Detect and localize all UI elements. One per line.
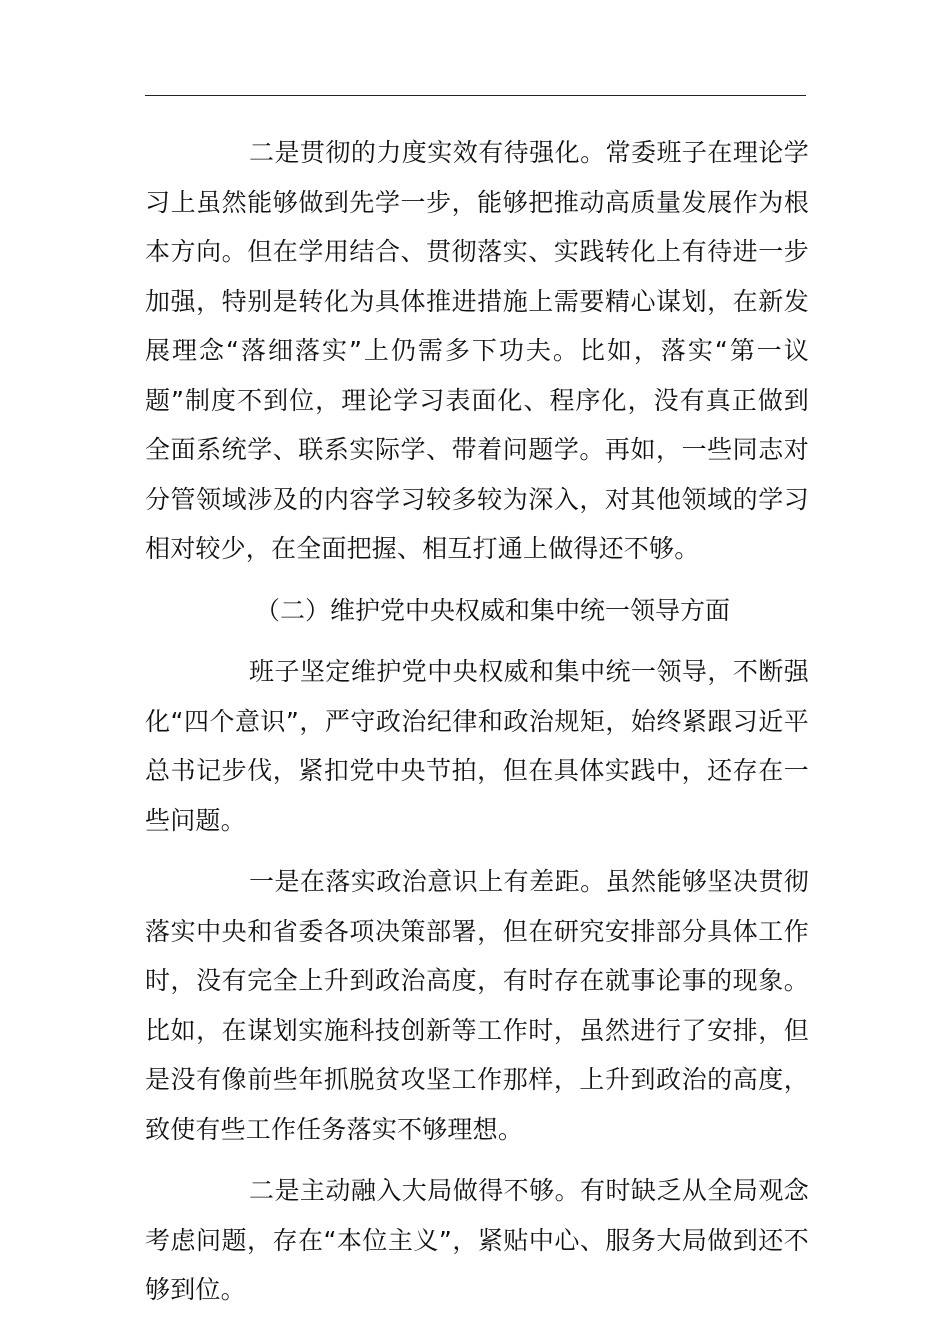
text-line: 班子坚定维护党中央权威和集中统一领导，不断强化 [145, 657, 809, 736]
paragraph-gap [145, 635, 809, 647]
text-line: 细落实”上仍需多下功夫。比如，落实“第一议题”制度不到位， [145, 336, 810, 415]
paragraph-gap [145, 574, 809, 586]
text-line: 一是在落实政治意识上有差距。虽然能够坚决贯彻落 [145, 867, 809, 946]
paragraph-implementation-effectiveness [145, 128, 809, 574]
text-line: 际学、带着问题学。再如，一些同志对分管领域涉及的内容学 [145, 435, 809, 514]
text-line: 习较多较为深入，对其他领域的学习相对较少，在全面把握、 [145, 484, 809, 563]
text-line: 二是主动融入大局做得不够。有时缺乏从全局观念考 [145, 1176, 809, 1255]
paragraph-gap [145, 1154, 809, 1166]
text-line: 虑问题，存在“本位主义”，紧贴中心、服务大局做到还不够到位。 [145, 1225, 809, 1304]
text-line: 相互打通上做得还不够。 [422, 534, 700, 563]
paragraph-political-awareness [145, 857, 809, 1154]
text-line: 上虽然能够做到先学一步，能够把推动高质量发展作为根本方 [145, 187, 809, 266]
text-line: “四个意识”，严守政治纪律和政治规矩，始终紧跟习近平总书记 [145, 706, 809, 785]
text-line: 向。但在学用结合、贯彻落实、实践转化上有待进一步加强， [145, 237, 809, 316]
text-line: 二是贯彻的力度实效有待强化。常委班子在理论学习 [145, 138, 809, 217]
text-line: 理论学习表面化、程序化，没有真正做到全面系统学、联系实 [145, 385, 809, 464]
text-line: 步伐，紧扣党中央节拍，但在具体实践中，还存在一些问题。 [145, 756, 809, 835]
text-line: 特别是转化为具体推进措施上需要精心谋划，在新发展理念“落 [145, 286, 809, 365]
header-rule [145, 95, 806, 96]
paragraph-central-authority [145, 647, 809, 845]
text-line: 在谋划实施科技创新等工作时，虽然进行了安排，但是没有像 [145, 1015, 809, 1094]
paragraph-gap [145, 845, 809, 857]
text-line: 前些年抓脱贫攻坚工作那样，上升到政治的高度，致使有些工 [145, 1065, 809, 1144]
section-heading: （二）维护党中央权威和集中统一领导方面 [255, 595, 731, 625]
paragraph-overall-situation [145, 1166, 809, 1315]
text-line: 作任务落实不够理想。 [271, 1114, 524, 1144]
text-line: 没有完全上升到政治高度，有时存在就事论事的现象。比如， [145, 966, 809, 1045]
document-body [145, 128, 809, 1315]
text-line: 实中央和省委各项决策部署，但在研究安排部分具体工作时， [145, 916, 809, 995]
